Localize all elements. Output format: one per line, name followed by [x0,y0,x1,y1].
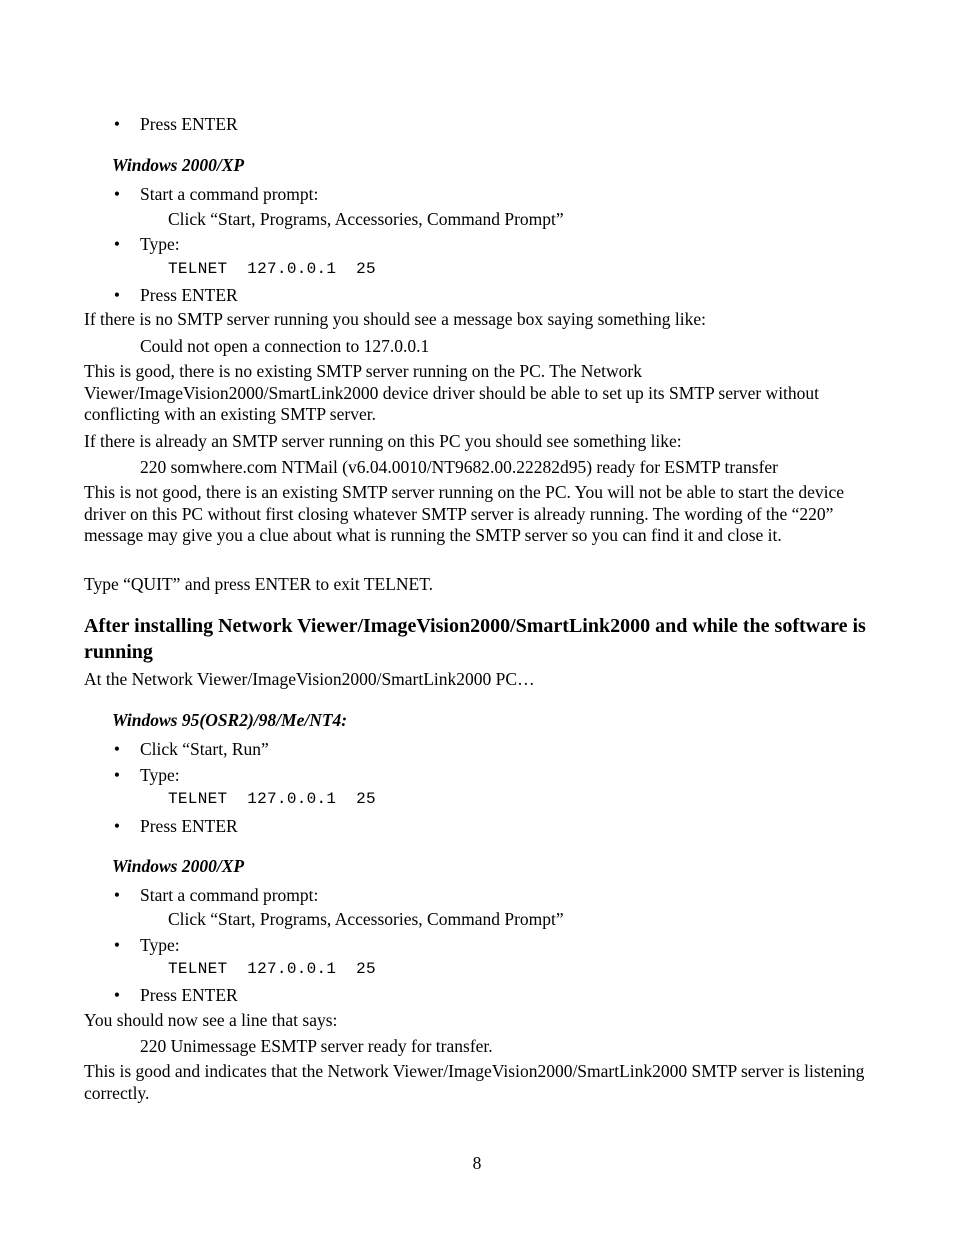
bullet-icon: • [113,885,121,905]
paragraph-after-install-intro: At the Network Viewer/ImageVision2000/SmartLink2000 PC… [84,669,535,689]
paragraph-no-server-explain: This is good, there is no existing SMTP server running on the PC. The Network Viewer/ImageVision2000/SmartLink2000 device driver should be able to set up its SMTP server without conflicting with an existing SMTP server. [84,361,820,425]
section-heading-win2000: Windows 2000/XP [112,856,245,876]
list-item-type: Type: [140,234,180,254]
telnet-command: TELNET 127.0.0.1 25 [168,960,376,978]
paragraph-result-intro: You should now see a line that says: [84,1010,338,1030]
bullet-icon: • [113,285,121,305]
list-item-type: Type: [140,765,180,785]
bullet-icon: • [113,739,121,759]
section-heading-after-install: After installing Network Viewer/ImageVision2000/SmartLink2000 and while the software is running [84,615,866,663]
section-heading-win95: Windows 95(OSR2)/98/Me/NT4: [112,710,348,730]
paragraph-no-server-intro: If there is no SMTP server running you should see a message box saying something like: [84,309,706,329]
bullet-icon: • [113,184,121,204]
list-item-start-prompt: Start a command prompt: [140,184,319,204]
section-heading-win2000: Windows 2000/XP [112,155,245,175]
paragraph-result-explain: This is good and indicates that the Network Viewer/ImageVision2000/SmartLink2000 SMTP server is listening correctly. [84,1061,865,1103]
list-item-press-enter: Press ENTER [140,114,238,134]
bullet-icon: • [113,935,121,955]
message-existing-server: 220 somwhere.com NTMail (v6.04.0010/NT9682.00.22282d95) ready for ESMTP transfer [140,457,778,477]
list-item-click-run: Click “Start, Run” [140,739,269,759]
list-item-press-enter: Press ENTER [140,816,238,836]
instruction-click-start: Click “Start, Programs, Accessories, Command Prompt” [168,209,564,229]
telnet-command: TELNET 127.0.0.1 25 [168,260,376,278]
list-item-press-enter: Press ENTER [140,285,238,305]
paragraph-quit: Type “QUIT” and press ENTER to exit TELNET. [84,574,434,594]
bullet-icon: • [113,816,121,836]
bullet-icon: • [113,985,121,1005]
message-result: 220 Unimessage ESMTP server ready for transfer. [140,1036,493,1056]
list-item-start-prompt: Start a command prompt: [140,885,319,905]
bullet-icon: • [113,765,121,785]
bullet-icon: • [113,234,121,254]
paragraph-existing-intro: If there is already an SMTP server running on this PC you should see something like: [84,431,682,451]
message-no-server: Could not open a connection to 127.0.0.1 [140,336,430,356]
list-item-press-enter: Press ENTER [140,985,238,1005]
bullet-icon: • [113,114,121,134]
instruction-click-start: Click “Start, Programs, Accessories, Command Prompt” [168,909,564,929]
page-number: 8 [472,1153,482,1173]
paragraph-existing-explain: This is not good, there is an existing SMTP server running on the PC. You will not be able to start the device driver on this PC without first closing whatever SMTP server is already running. The wording of the “220” message may give you a clue about what is running the SMTP server so you can find it and close it. [84,482,845,546]
telnet-command: TELNET 127.0.0.1 25 [168,790,376,808]
list-item-type: Type: [140,935,180,955]
